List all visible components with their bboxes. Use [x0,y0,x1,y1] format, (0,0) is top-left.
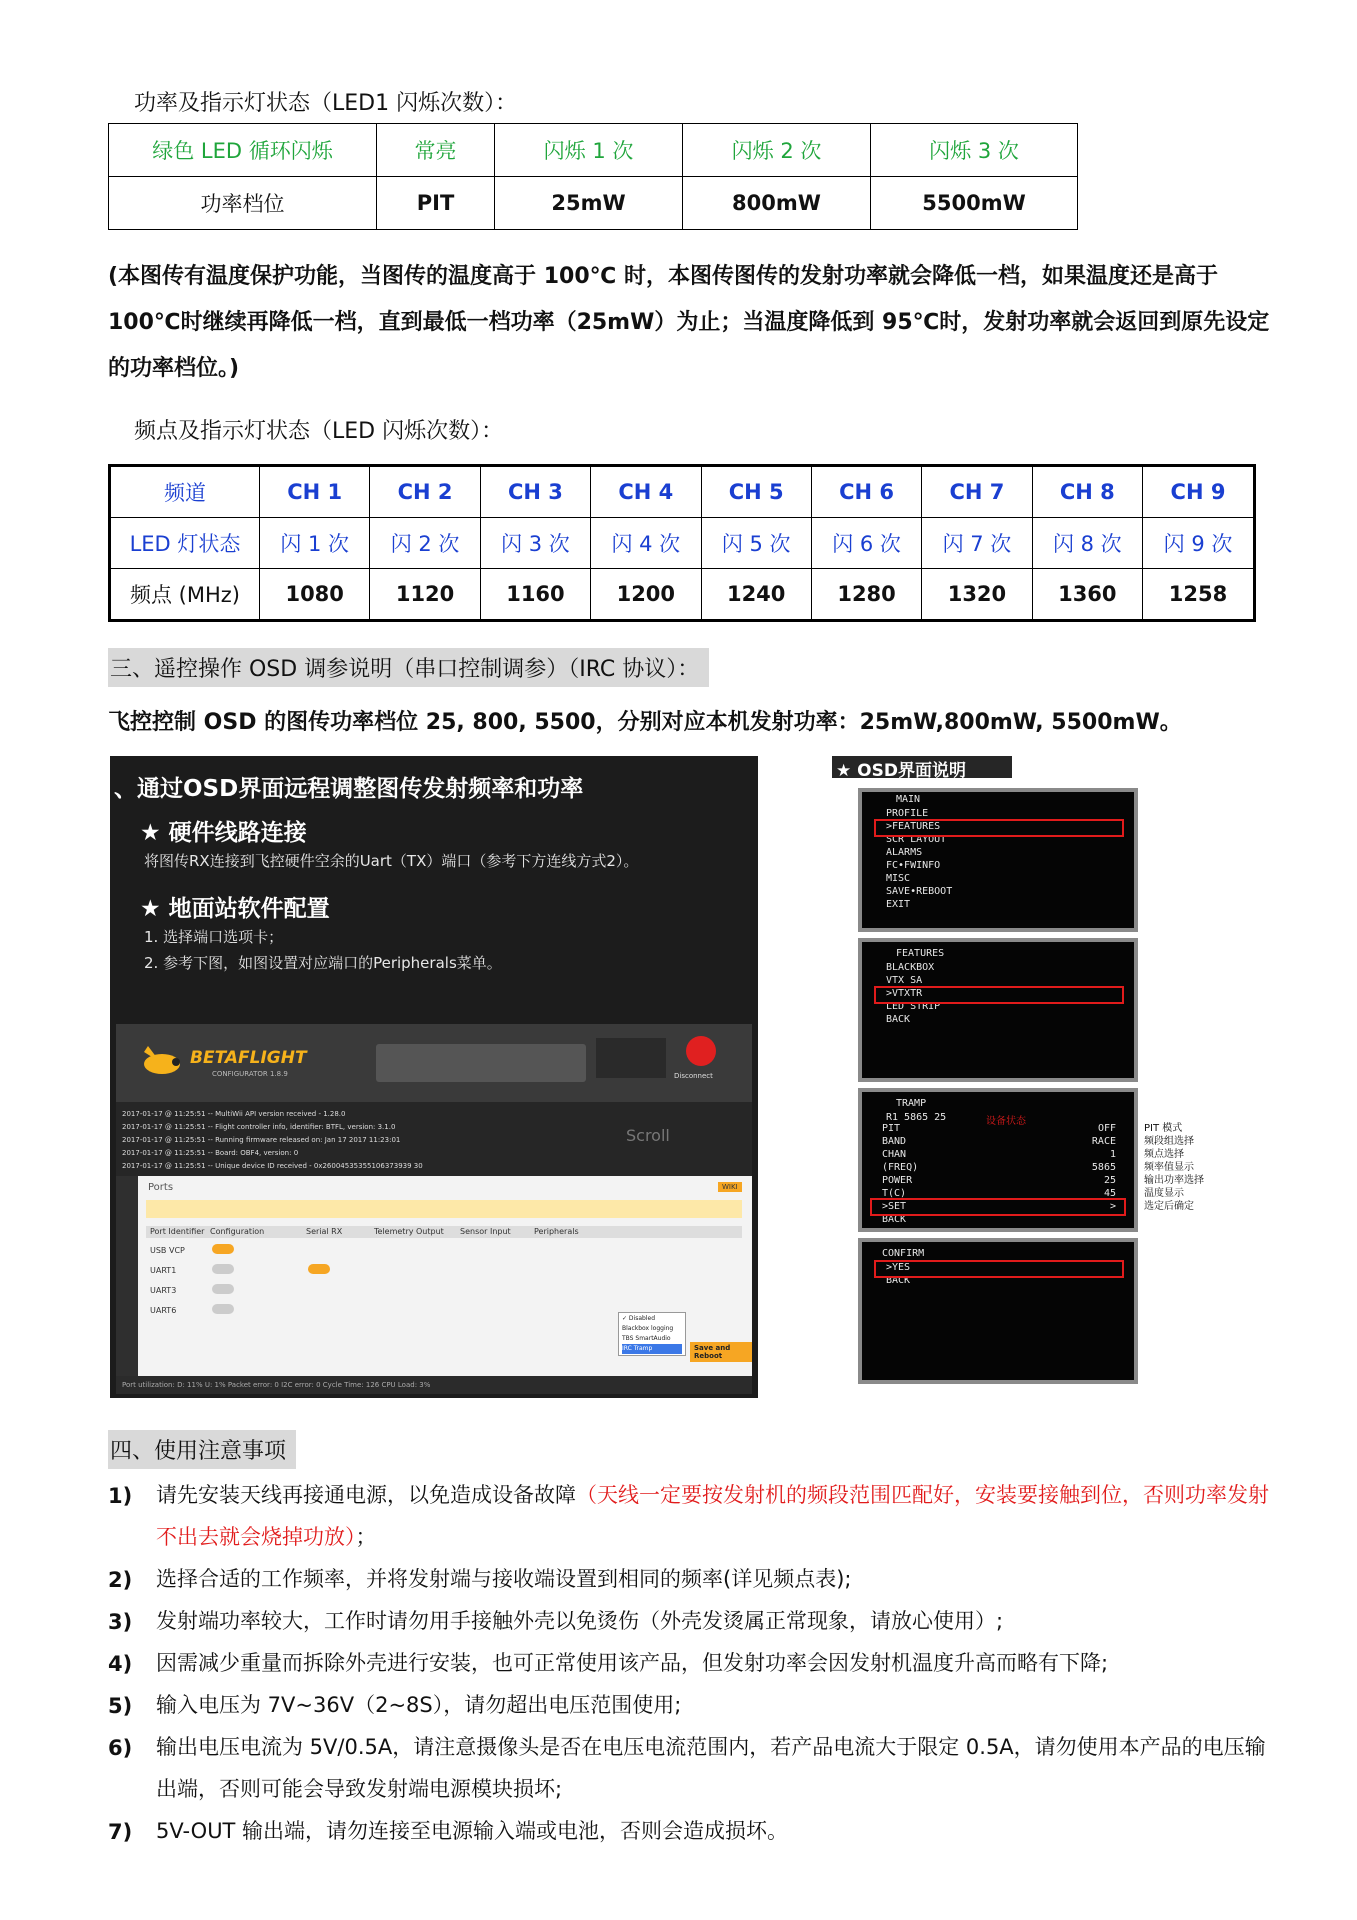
guide-step-2: 2. 参考下图，如图设置对应端口的Peripherals菜单。 [144,954,502,972]
tramp-value: 1 [1109,1149,1116,1160]
note-item [156,1474,1276,1558]
frequency-table [108,464,1256,622]
table-cell: CH 1 [260,466,370,518]
disconnect-icon[interactable] [686,1036,716,1066]
table-cell: 800mW [683,177,871,230]
guide-step-1: 1. 选择端口选项卡； [144,928,284,946]
table-cell: CH 7 [922,466,1032,518]
dropdown-option-selected[interactable]: IRC Tramp [622,1344,682,1354]
table-cell: 闪烁 3 次 [871,124,1078,177]
highlight-box [874,1260,1124,1278]
tramp-value: RACE [1091,1136,1116,1147]
osd-menu-item: >VTXTR [886,988,923,999]
osd-screen-title: CONFIRM [882,1248,925,1259]
note-item: 选择合适的工作频率，并将发射端与接收端设置到相同的频率(详见频点表); [156,1567,852,1591]
tramp-value: OFF [1097,1123,1116,1134]
table-cell: 闪烁 2 次 [683,124,871,177]
column-header: Telemetry Output [374,1227,444,1236]
tramp-value: 25 [1103,1175,1116,1186]
port-row: USB VCP [150,1246,185,1255]
dropdown-option[interactable]: TBS SmartAudio [622,1335,671,1342]
power-table [108,123,1078,230]
note-item: 输入电压为 7V~36V（2~8S），请勿超出电压范围使用; [156,1693,682,1717]
ports-panel [138,1176,752,1376]
save-reboot-button[interactable]: Save and Reboot [690,1342,752,1362]
table-cell: 1160 [480,569,590,621]
table-cell: 闪 3 次 [480,518,590,569]
osd-main-screen [858,788,1138,932]
table-cell: 频点 (MHz) [110,569,260,621]
wiki-button[interactable]: WIKI [718,1182,742,1192]
table-row [110,466,1255,518]
highlight-box [870,1198,1126,1216]
column-header: Serial RX [306,1227,343,1236]
configurator-toolbar [116,1024,752,1102]
osd-guide-image [110,756,758,1398]
table-cell: 闪 4 次 [591,518,701,569]
sensor-indicators [376,1044,586,1082]
dropdown-option[interactable]: ✓ Disabled [622,1315,655,1322]
table-cell: 闪 8 次 [1032,518,1142,569]
tramp-key: (FREQ) [882,1162,919,1173]
log-line: 2017-01-17 @ 11:25:51 -- Flight controller info, identifier: BTFL, version: 3.1.0 [122,1123,396,1131]
table-cell: 闪 7 次 [922,518,1032,569]
table-cell: CH 8 [1032,466,1142,518]
guide-heading-hardware: ★ 硬件线路连接 [140,820,307,846]
column-header: Sensor Input [460,1227,511,1236]
note-number: 4) [108,1652,133,1676]
tramp-key: BACK [882,1214,907,1225]
tramp-note: 频段组选择 [1144,1136,1194,1147]
table-cell: 1280 [811,569,921,621]
table-row [109,177,1078,230]
table-cell: 1200 [591,569,701,621]
table-cell: 1080 [260,569,370,621]
log-line: 2017-01-17 @ 11:25:51 -- MultiWii API version received - 1.28.0 [122,1110,346,1118]
table-cell: 常亮 [377,124,495,177]
toggle-switch[interactable] [212,1304,234,1314]
column-header: Peripherals [534,1227,579,1236]
log-line: 2017-01-17 @ 11:25:51 -- Running firmware released on: Jan 17 2017 11:23:01 [122,1136,401,1144]
osd-menu-item: BACK [886,1275,911,1286]
tramp-value: 45 [1103,1188,1116,1199]
osd-menu-item: LED STRIP [886,1001,941,1012]
osd-menu-item: BACK [886,1014,911,1025]
guide-heading-software: ★ 地面站软件配置 [140,896,330,922]
dropdown-option[interactable]: Blackbox logging [622,1325,674,1332]
note-text: 请先安装天线再接通电源，以免造成设备故障 [156,1483,576,1507]
table-cell: CH 9 [1143,466,1255,518]
dataflash-box [596,1038,666,1078]
table-cell: 1258 [1143,569,1255,621]
note-text: ； [355,1525,377,1549]
table-cell: 1360 [1032,569,1142,621]
note-number: 7) [108,1820,133,1844]
tramp-note: 频点选择 [1144,1149,1184,1160]
table-cell: 闪 2 次 [370,518,480,569]
app-version: CONFIGURATOR 1.8.9 [212,1070,288,1078]
serial-rx-toggle[interactable] [308,1264,330,1274]
tramp-notes [1144,1122,1204,1213]
configurator-window [116,1024,752,1394]
bee-logo-icon [138,1042,186,1082]
app-logo-text: BETAFLIGHT [190,1048,307,1068]
osd-menu-item: >FEATURES [886,821,941,832]
osd-menu-item: PROFILE [886,808,929,819]
tramp-value: 5865 [1091,1162,1116,1173]
osd-menu-item: FC•FWINFO [886,860,941,871]
osd-menu-item: >YES [886,1262,911,1273]
table-cell: 1120 [370,569,480,621]
osd-menu-item: VTX SA [886,975,923,986]
tramp-key: POWER [882,1175,913,1186]
port-row: UART6 [150,1306,177,1315]
table-cell: CH 4 [591,466,701,518]
port-row: UART1 [150,1266,177,1275]
table-cell: 闪 5 次 [701,518,811,569]
section3-heading: 三、遥控操作 OSD 调参说明（串口控制调参）（IRC 协议）： [108,648,709,687]
table-cell: 闪 1 次 [260,518,370,569]
table-cell: CH 6 [811,466,921,518]
section4-heading: 四、使用注意事项 [108,1430,296,1469]
osd-menu-item: SAVE•REBOOT [886,886,953,897]
disconnect-button[interactable]: Disconnect [674,1072,713,1080]
power-caption: 功率及指示灯状态（LED1 闪烁次数）： [134,91,518,116]
tramp-key: PIT [882,1123,901,1134]
table-cell: 5500mW [871,177,1078,230]
tramp-note: 频率值显示 [1144,1162,1194,1173]
note-number: 1) [108,1484,133,1508]
table-cell: PIT [377,177,495,230]
table-row [110,569,1255,621]
section3-description: 飞控控制 OSD 的图传功率档位 25, 800, 5500，分别对应本机发射功率：25mW,800mW, 5500mW。 [108,710,1182,735]
highlight-box [874,819,1124,837]
ports-title: Ports [148,1182,174,1193]
osd-menu-item: EXIT [886,899,911,910]
toggle-switch[interactable] [212,1264,234,1274]
table-cell: CH 2 [370,466,480,518]
note-number: 3) [108,1610,133,1634]
toggle-switch[interactable] [212,1284,234,1294]
table-cell: 1240 [701,569,811,621]
table-cell: 25mW [495,177,683,230]
table-cell: CH 5 [701,466,811,518]
table-cell: 功率档位 [109,177,377,230]
tramp-status-label: 设备状态 [986,1116,1026,1127]
note-item: 输出电压电流为 5V/0.5A，请注意摄像头是否在电压电流范围内，若产品电流大于限定 0.5A，请勿使用本产品的电压输出端，否则可能会导致发射端电源模块损坏; [156,1735,1266,1801]
table-cell: LED 灯状态 [110,518,260,569]
table-cell: 闪烁 1 次 [495,124,683,177]
table-row [110,518,1255,569]
note-number: 6) [108,1736,133,1760]
note-item: 5V-OUT 输出端，请勿连接至电源输入端或电池，否则会造成损坏。 [156,1819,789,1843]
guide-title: 、通过OSD界面远程调整图传发射频率和功率 [114,776,584,802]
osd-menu-item: MISC [886,873,911,884]
tab-sidebar[interactable] [116,1176,138,1376]
note-item: 发射端功率较大，工作时请勿用手接触外壳以免烫伤（外壳发烫属正常现象，请放心使用）; [156,1609,1004,1633]
osd-menu-item: BLACKBOX [886,962,935,973]
status-bar: Port utilization: D: 11% U: 1% Packet error: 0 I2C error: 0 Cycle Time: 126 CPU Load: 3% [116,1376,752,1394]
table-cell: 闪 9 次 [1143,518,1255,569]
table-cell: 闪 6 次 [811,518,921,569]
temperature-note: (本图传有温度保护功能，当图传的温度高于 100℃ 时，本图传图传的发射功率就会降低一档，如果温度还是高于 100℃时继续再降低一档，直到最低一档功率（25mW）为止；当温度降低到 95℃时，发射功率就会返回到原先设定的功率档位。) [108,264,1270,381]
note-number: 2) [108,1568,133,1592]
table-cell: CH 3 [480,466,590,518]
tramp-key: CHAN [882,1149,907,1160]
column-header: Port Identifier [150,1227,205,1236]
table-row [109,124,1078,177]
osd-screen-title: MAIN [896,794,921,805]
osd-explain-title: ★ OSD界面说明 [832,756,1012,778]
table-cell: 频道 [110,466,260,518]
log-line: 2017-01-17 @ 11:25:51 -- Unique device ID received - 0x26004535355106373939 30 [122,1162,423,1170]
port-row: UART3 [150,1286,177,1295]
tramp-note: 温度显示 [1144,1188,1184,1199]
tramp-note: 输出功率选择 [1144,1175,1204,1186]
note-number: 5) [108,1694,133,1718]
tramp-key: T(C) [882,1188,907,1199]
osd-confirm-screen [858,1238,1138,1384]
log-line: 2017-01-17 @ 11:25:51 -- Board: OBF4, version: 0 [122,1149,299,1157]
peripherals-dropdown[interactable] [618,1312,686,1356]
column-header: Configuration [210,1227,265,1236]
table-cell: 绿色 LED 循环闪烁 [109,124,377,177]
scroll-label: Scroll [626,1126,670,1145]
tramp-note: 选定后确定 [1144,1201,1194,1212]
osd-screen-title: TRAMP [896,1098,927,1109]
frequency-caption: 频点及指示灯状态（LED 闪烁次数）： [134,419,504,444]
osd-menu-item: SCR LAYOUT [886,834,947,845]
highlight-box [874,986,1124,1004]
note-warning: （天线一定要按发射机的频段范围匹配好，安装要接触到位，否则功率发射不出去就会烧掉功放） [156,1483,1269,1549]
ports-header-row [146,1226,742,1238]
guide-text-hardware: 将图传RX连接到飞控硬件空余的Uart（TX）端口（参考下方连线方式2）。 [144,852,639,870]
tramp-key: >SET [882,1201,907,1212]
log-panel [116,1102,752,1176]
tramp-header: R1 5865 25 [886,1112,947,1123]
toggle-switch[interactable] [212,1244,234,1254]
tramp-key: BAND [882,1136,907,1147]
tramp-note: PIT 模式 [1144,1123,1183,1134]
osd-screen-title: FEATURES [896,948,945,959]
note-item: 因需减少重量而拆除外壳进行安装，也可正常使用该产品，但发射功率会因发射机温度升高而略有下降; [156,1651,1109,1675]
osd-menu-item: ALARMS [886,847,923,858]
osd-features-screen [858,938,1138,1082]
table-cell: 1320 [922,569,1032,621]
tramp-value: > [1109,1201,1116,1212]
ports-warning [146,1200,742,1218]
